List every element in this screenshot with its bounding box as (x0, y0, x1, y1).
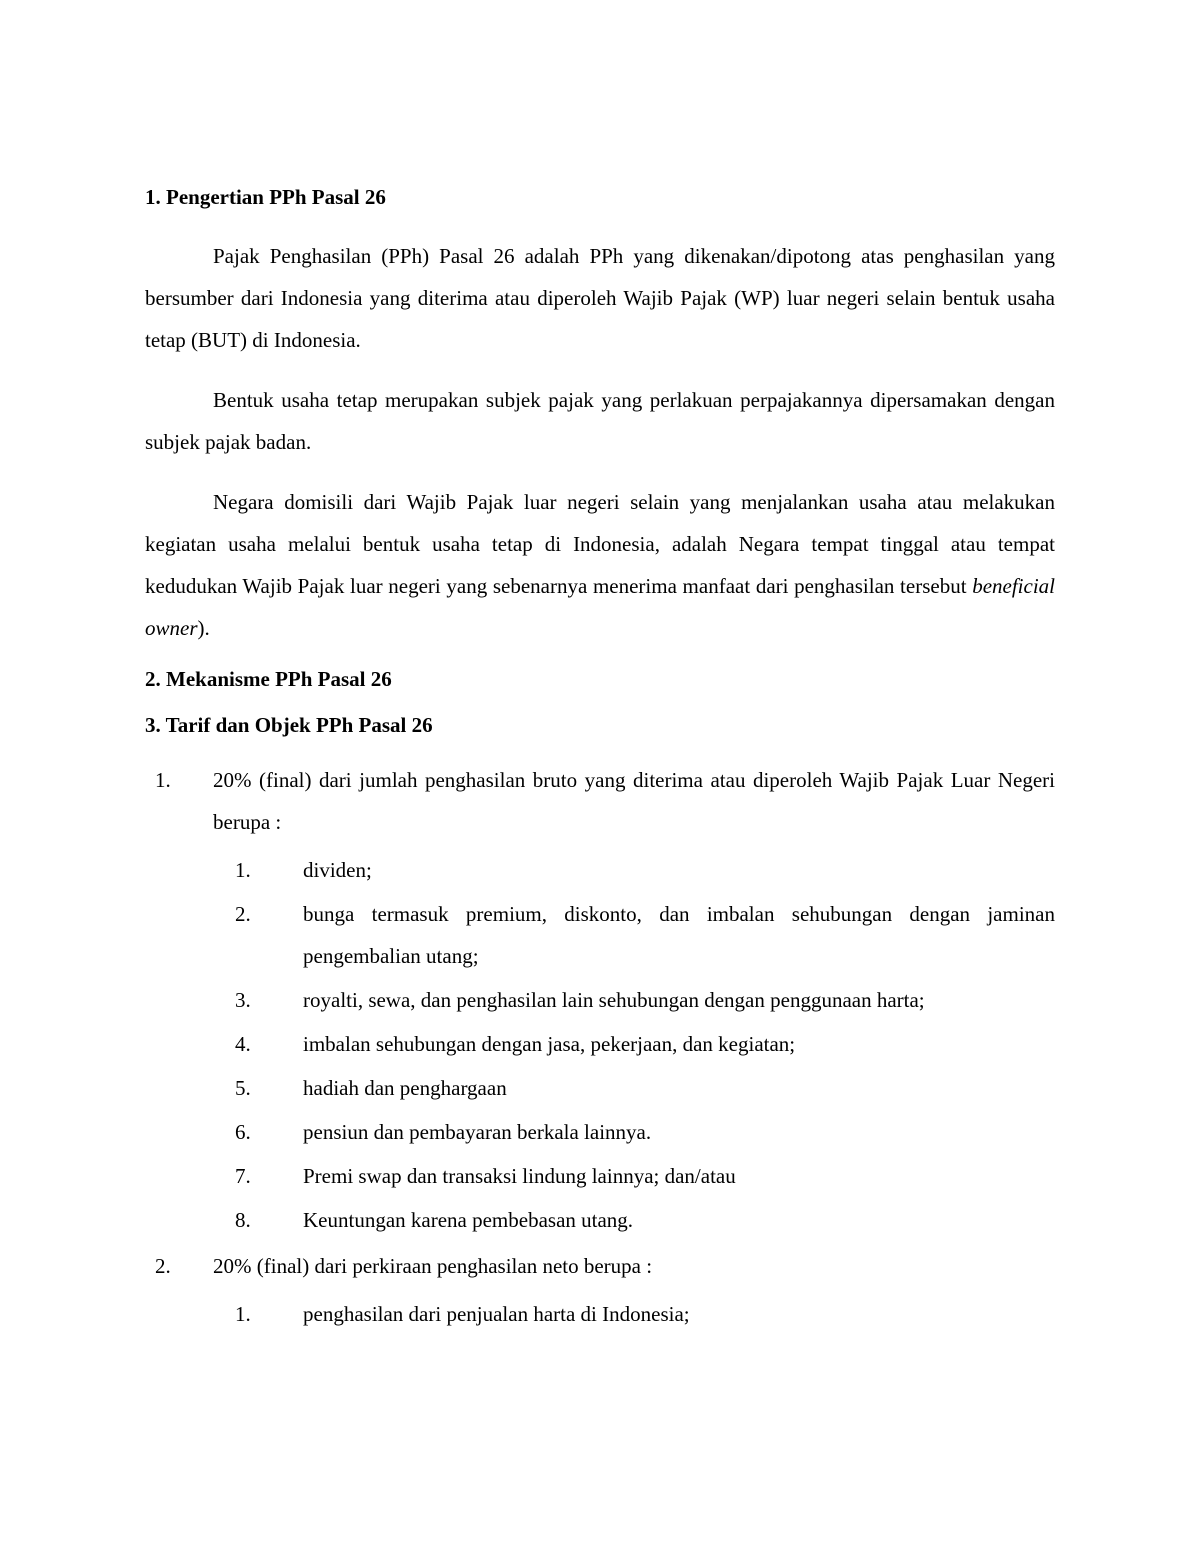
list-item-text: penghasilan dari penjualan harta di Indonesia; (303, 1302, 690, 1327)
paragraph-1 (145, 235, 1055, 361)
list-item-number: 1. (235, 858, 251, 883)
paragraph-3 (145, 481, 1055, 649)
list-item (213, 1111, 1055, 1153)
list-item-text: hadiah dan penghargaan (303, 1076, 507, 1101)
list-item-number: 7. (235, 1164, 251, 1189)
list-item (213, 1067, 1055, 1109)
list-item-number: 2. (235, 902, 251, 927)
list-item (145, 759, 1055, 1241)
list-item (213, 849, 1055, 891)
list-item-text: bunga termasuk premium, diskonto, dan imbalan sehubungan dengan jaminan pengembalian utang; (303, 902, 1055, 969)
list-item-number: 1. (235, 1302, 251, 1327)
list-item (213, 1155, 1055, 1197)
list-item-number: 1. (155, 768, 171, 793)
list-item (213, 1293, 1055, 1335)
section-heading-1: 1. Pengertian PPh Pasal 26 (145, 185, 386, 209)
list-item-text: Premi swap dan transaksi lindung lainnya; dan/atau (303, 1164, 736, 1189)
list-item (213, 1023, 1055, 1065)
paragraph-1-text: Pajak Penghasilan (PPh) Pasal 26 adalah PPh yang dikenakan/dipotong atas penghasilan yang bersumber dari Indonesia yang diterima atau diperoleh Wajib Pajak (WP) luar negeri selain bentuk usaha tetap (BUT) di Indonesia. (145, 244, 1055, 353)
list-item-text: 20% (final) dari perkiraan penghasilan neto berupa : (213, 1254, 653, 1279)
list-item-text: pensiun dan pembayaran berkala lainnya. (303, 1120, 652, 1145)
tariff-list (145, 759, 1055, 1335)
list-item (145, 1245, 1055, 1335)
paragraph-3-italic-term: beneficial owner (145, 574, 1055, 641)
list-item-number: 4. (235, 1032, 251, 1057)
list-item-number: 8. (235, 1208, 251, 1233)
list-item-number: 5. (235, 1076, 251, 1101)
tariff-sublist-2 (213, 1293, 1055, 1335)
list-item-text: royalti, sewa, dan penghasilan lain sehubungan dengan penggunaan harta; (303, 988, 925, 1013)
list-item-text: 20% (final) dari jumlah penghasilan bruto yang diterima atau diperoleh Wajib Pajak Luar Negeri berupa : (213, 768, 1055, 835)
list-item-text: Keuntungan karena pembebasan utang. (303, 1208, 634, 1233)
paragraph-2 (145, 379, 1055, 463)
list-item (213, 979, 1055, 1021)
paragraph-3-text: Negara domisili dari Wajib Pajak luar negeri selain yang menjalankan usaha atau melakukan kegiatan usaha melalui bentuk usaha tetap di Indonesia, adalah Negara tempat tinggal atau tempat kedudukan Wajib Pajak luar negeri yang sebenarnya menerima manfaat dari penghasilan tersebut (145, 490, 1055, 599)
list-item-text: imbalan sehubungan dengan jasa, pekerjaan, dan kegiatan; (303, 1032, 796, 1057)
list-item-number: 6. (235, 1120, 251, 1145)
section-heading-3: 3. Tarif dan Objek PPh Pasal 26 (145, 713, 433, 738)
paragraph-3-tail: ). (197, 616, 210, 641)
list-item (213, 893, 1055, 977)
list-item-number: 2. (155, 1254, 171, 1279)
section-heading-2: 2. Mekanisme PPh Pasal 26 (145, 667, 392, 692)
paragraph-2-text: Bentuk usaha tetap merupakan subjek pajak yang perlakuan perpajakannya dipersamakan dengan subjek pajak badan. (145, 388, 1055, 455)
tariff-sublist-1 (213, 849, 1055, 1241)
list-item-text: dividen; (303, 858, 372, 883)
list-item-number: 3. (235, 988, 251, 1013)
list-item (213, 1199, 1055, 1241)
